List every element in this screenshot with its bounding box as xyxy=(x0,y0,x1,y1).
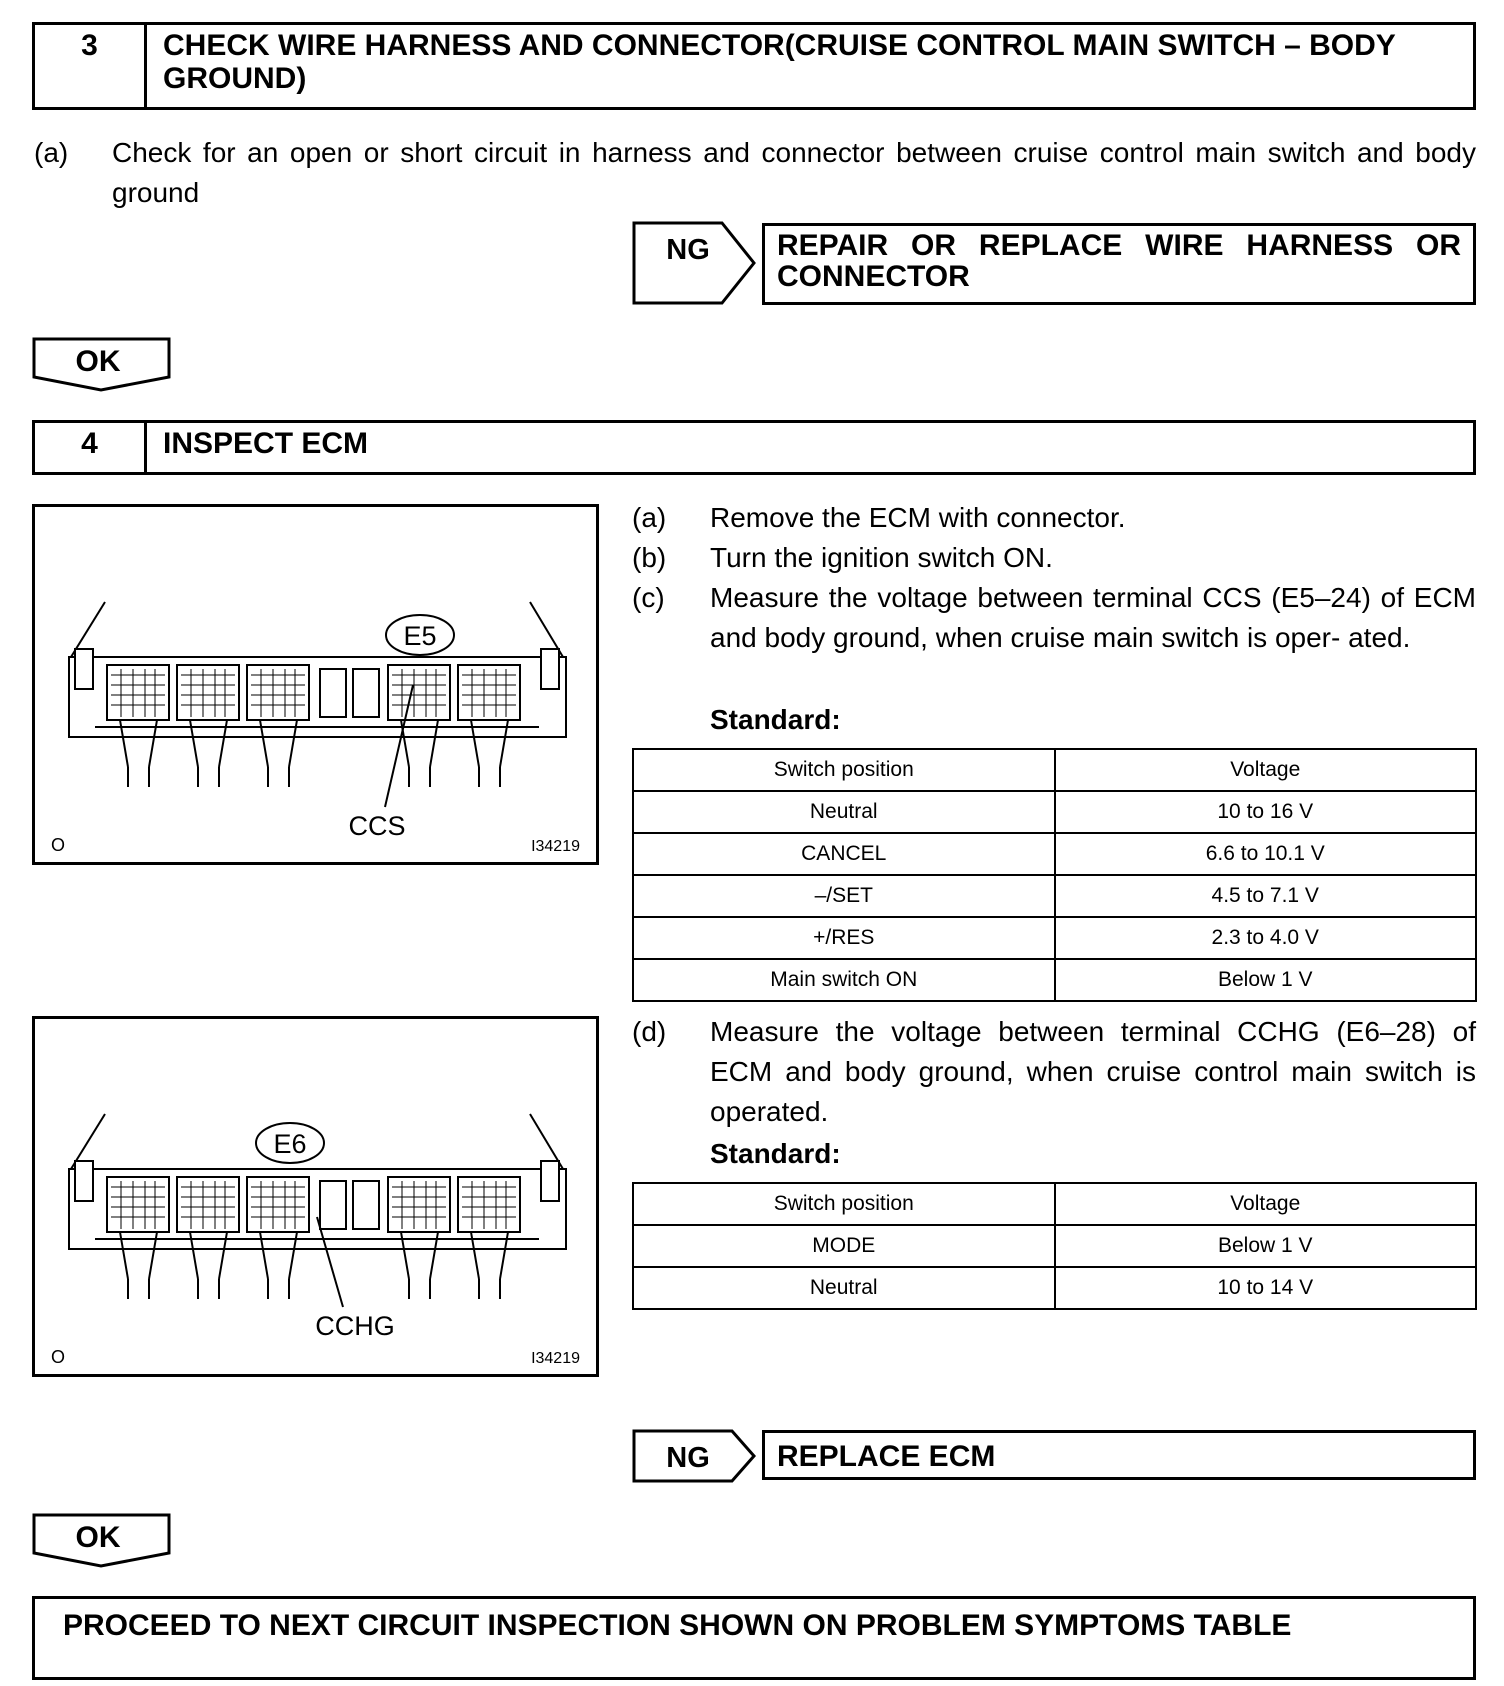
figure-ecm-e5 xyxy=(32,504,599,865)
ok-arrow-4 xyxy=(32,1513,172,1569)
standard-label-d: Standard: xyxy=(710,1138,841,1169)
table-cell: 10 to 14 V xyxy=(1055,1267,1477,1309)
terminal-label: CCHG xyxy=(315,1311,395,1341)
para-letter: (a) xyxy=(632,502,667,533)
table-row xyxy=(633,1225,1476,1267)
para-letter: (d) xyxy=(632,1016,667,1047)
figure-code: I34219 xyxy=(531,1350,580,1367)
connector-label: E6 xyxy=(273,1129,307,1159)
step-title: INSPECT ECM xyxy=(163,427,369,460)
table-row xyxy=(633,833,1476,875)
ng-result-4: REPLACE ECM xyxy=(762,1430,1476,1480)
step-3-header xyxy=(32,22,1476,110)
ng-label: NG xyxy=(666,234,710,266)
table-header: Voltage xyxy=(1055,1183,1477,1225)
table-row xyxy=(633,875,1476,917)
step-number: 4 xyxy=(35,423,147,472)
table-cell: Below 1 V xyxy=(1055,959,1477,1001)
final-instruction-box xyxy=(32,1596,1476,1680)
corner-mark: O xyxy=(51,1347,66,1367)
table-header-row xyxy=(633,749,1476,791)
ng-arrow-3 xyxy=(632,221,758,305)
table-header-row xyxy=(633,1183,1476,1225)
ng-label: NG xyxy=(666,1442,710,1474)
ok-label: OK xyxy=(75,1521,121,1554)
table-row xyxy=(633,1267,1476,1309)
connector-label: E5 xyxy=(403,621,437,651)
table-cell: 2.3 to 4.0 V xyxy=(1055,917,1477,959)
table-header: Switch position xyxy=(633,1183,1055,1225)
figure-ecm-e6 xyxy=(32,1016,599,1377)
step-4-header xyxy=(32,420,1476,475)
step-title: CHECK WIRE HARNESS AND CONNECTOR(CRUISE CONTROL MAIN SWITCH – BODY GROUND) xyxy=(163,29,1396,95)
table-cell: Neutral xyxy=(633,1267,1055,1309)
ecm-drawing xyxy=(35,507,596,862)
para-text: Measure the voltage between terminal CCHG (E6–28) of ECM and body ground, when cruise control main switch is operated. xyxy=(710,1016,1476,1127)
table-cell: MODE xyxy=(633,1225,1055,1267)
table-cell: +/RES xyxy=(633,917,1055,959)
para-text: Check for an open or short circuit in harness and connector between cruise control main switch and body ground xyxy=(112,137,1476,208)
table-cell: –/SET xyxy=(633,875,1055,917)
terminal-label: CCS xyxy=(348,811,406,841)
para-letter: (c) xyxy=(632,582,665,613)
table-header: Voltage xyxy=(1055,749,1477,791)
para-letter: (a) xyxy=(34,137,69,168)
step4-para-d xyxy=(632,1012,1476,1132)
step4-para-c xyxy=(632,578,1476,698)
table-row xyxy=(633,917,1476,959)
step4-para-b xyxy=(632,538,1476,578)
table-cell: CANCEL xyxy=(633,833,1055,875)
para-text: Turn the ignition switch ON. xyxy=(710,542,1053,573)
figure-code: I34219 xyxy=(531,838,580,855)
ecm-drawing xyxy=(35,1019,596,1374)
ng-result-3: REPAIR OR REPLACE WIRE HARNESS OR CONNECTOR xyxy=(762,223,1476,305)
ok-arrow-3 xyxy=(32,337,172,393)
step4-para-a xyxy=(632,498,1476,538)
table-cell: 6.6 to 10.1 V xyxy=(1055,833,1477,875)
table-header: Switch position xyxy=(633,749,1055,791)
spec-table-d xyxy=(632,1182,1477,1310)
para-text: Remove the ECM with connector. xyxy=(710,502,1126,533)
standard-label-c: Standard: xyxy=(710,704,841,735)
table-cell: 10 to 16 V xyxy=(1055,791,1477,833)
table-row xyxy=(633,959,1476,1001)
corner-mark: O xyxy=(51,835,66,855)
spec-table-c xyxy=(632,748,1477,1002)
ng-arrow-4 xyxy=(632,1429,758,1483)
table-row xyxy=(633,791,1476,833)
table-cell: 4.5 to 7.1 V xyxy=(1055,875,1477,917)
table-cell: Main switch ON xyxy=(633,959,1055,1001)
step3-para-a xyxy=(34,133,1476,215)
para-letter: (b) xyxy=(632,542,667,573)
step-number: 3 xyxy=(35,25,147,107)
table-cell: Neutral xyxy=(633,791,1055,833)
ok-label: OK xyxy=(75,345,121,378)
final-instruction-text: PROCEED TO NEXT CIRCUIT INSPECTION SHOWN ON PROBLEM SYMPTOMS TABLE xyxy=(63,1609,1292,1642)
table-cell: Below 1 V xyxy=(1055,1225,1477,1267)
para-text: Measure the voltage between terminal CCS (E5–24) of ECM and body ground, when cruise main switch is oper- ated. xyxy=(710,582,1476,653)
